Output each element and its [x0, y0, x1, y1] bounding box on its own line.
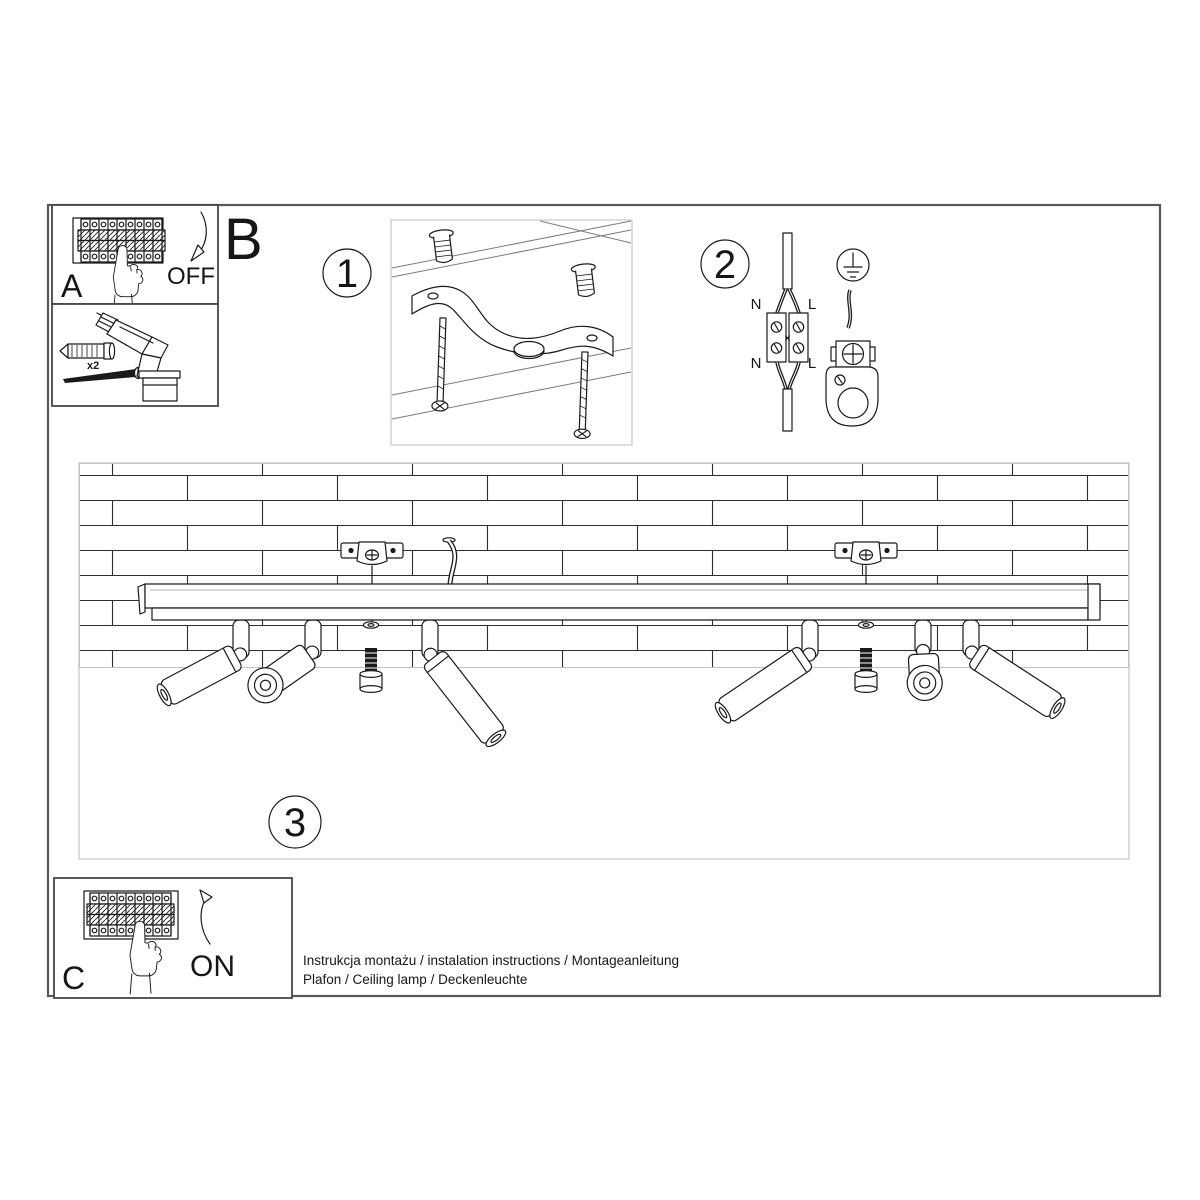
ground-symbol-icon: [837, 249, 869, 281]
breaker-panel-icon-c: [84, 891, 178, 939]
step2-badge: [701, 240, 749, 288]
ground-wire: [848, 290, 850, 328]
wall-plug-icon: [60, 343, 115, 359]
x2-label: x2: [87, 360, 100, 372]
step2-number: 2: [713, 243, 737, 287]
instructions-line1: Instrukcja montażu / instalation instructions / Montageanleitung: [303, 953, 679, 968]
track-bar: [138, 584, 1100, 620]
step3-number: 3: [283, 801, 307, 845]
label-l-bottom: L: [807, 355, 817, 372]
step2-diagram: [701, 233, 878, 431]
step1-badge: [323, 249, 371, 297]
label-n-bottom: N: [750, 355, 762, 372]
panel-c-label: C: [62, 960, 86, 996]
label-n-top: N: [750, 296, 762, 313]
step1-diagram: [323, 220, 632, 445]
on-label: ON: [190, 950, 235, 983]
label-l-top: L: [807, 296, 817, 313]
instructions-line2: Plafon / Ceiling lamp / Deckenleuchte: [303, 972, 528, 987]
wall-scene: [79, 463, 1129, 859]
tools-box: [52, 304, 218, 406]
section-b-label: B: [224, 207, 263, 272]
off-label: OFF: [167, 263, 215, 290]
ground-clamp: [826, 341, 878, 426]
panel-a-label: A: [61, 268, 83, 304]
step3-badge: [269, 796, 321, 848]
panel-c-box: [54, 878, 292, 998]
terminal-block-diagram: [751, 233, 817, 431]
step1-number: 1: [335, 252, 359, 296]
instructions-text: [303, 953, 679, 987]
panel-a-box: [52, 205, 218, 314]
